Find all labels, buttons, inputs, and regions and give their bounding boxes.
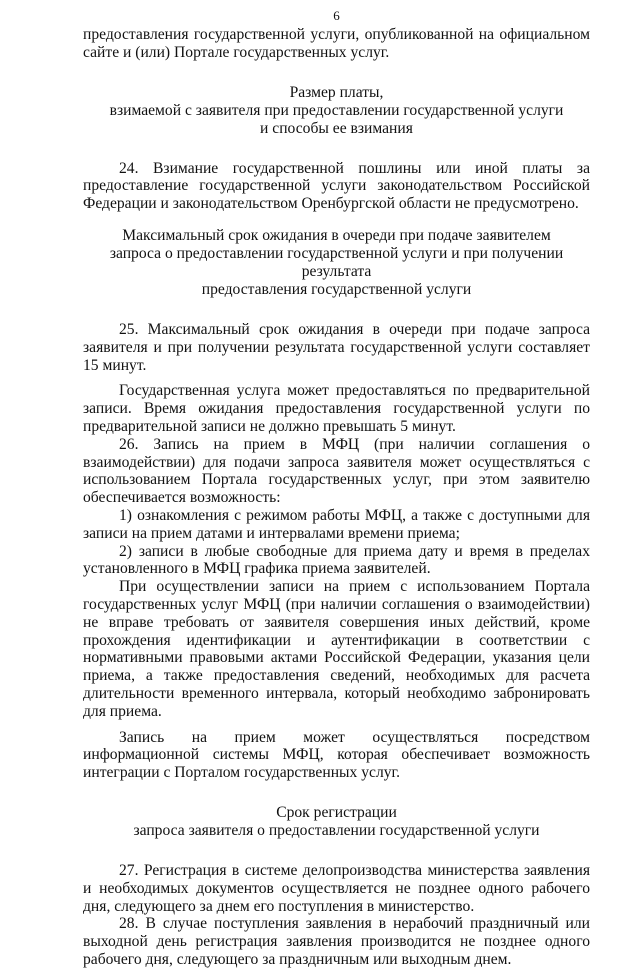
- heading-line: предоставления государственной услуги: [201, 280, 472, 298]
- paragraph-25: 25. Максимальный срок ожидания в очереди при подаче запроса заявителя и при получении результата государственной услуги составляет 15 минут.: [83, 320, 590, 374]
- paragraph-28: 28. В случае поступления заявления в нерабочий праздничный или выходной день регистрация заявления производится не позднее одного рабочего дня, следующего за праздничным или выходным днем.: [83, 915, 590, 968]
- paragraph-26-item-1: 1) ознакомления с режимом работы МФЦ, а также с доступными для записи на прием датами и интервалами времени приема;: [83, 506, 590, 542]
- paragraph-26: 26. Запись на прием в МФЦ (при наличии соглашения о взаимодействии) для подачи запроса заявителя может осуществляться с использованием Портала государственных услуг, при этом заявителю обеспечивается возможность:: [83, 435, 590, 507]
- heading-line: Размер платы,: [289, 83, 384, 101]
- paragraph-26-portal: При осуществлении записи на прием с использованием Портала государственных услуг МФЦ (при наличии соглашения о взаимодействии) не вправе требовать от заявителя совершения иных действий, кроме прохождения идентификации и аутентификации в соответствии с нормативными правовыми актами Российской Федерации, указания цели приема, а также предоставления сведений, необходимых для расчета длительности временного интервала, который необходимо забронировать для приема.: [83, 578, 590, 720]
- paragraph-26-mfc-system: Запись на прием может осуществляться посредством информационной системы МФЦ, которая обеспечивает возможность интеграции с Порталом государственных услуг.: [83, 728, 590, 782]
- page-number: 6: [333, 8, 340, 23]
- paragraph-26-item-2: 2) записи в любые свободные для приема дату и время в пределах установленного в МФЦ графика приема заявителей.: [83, 542, 590, 578]
- paragraph-24: 24. Взимание государственной пошлины или иной платы за предоставление государственной услуги законодательством Российской Федерации и законодательством Оренбургской области не предусмотрено.: [83, 159, 590, 213]
- heading-line: и способы ее взимания: [260, 119, 413, 137]
- heading-line: Срок регистрации: [276, 803, 397, 821]
- section-heading-registration: [83, 804, 590, 840]
- paragraph-25-appointment: Государственная услуга может предоставляться по предварительной записи. Время ожидания предоставления государственной услуги по предварительной записи не должно превышать 5 минут.: [83, 382, 590, 435]
- section-heading-fee: [83, 84, 590, 138]
- heading-line: взимаемой с заявителя при предоставлении государственной услуги: [109, 101, 564, 119]
- section-heading-waiting: [83, 227, 590, 299]
- paragraph-continuation: предоставления государственной услуги, опубликованной на официальном сайте и (или) Портале государственных услуг.: [83, 26, 590, 61]
- paragraph-27: 27. Регистрация в системе делопроизводства министерства заявления и необходимых документов осуществляется не позднее одного рабочего дня, следующего за днем его поступления в министерство.: [83, 861, 590, 915]
- heading-line: запроса о предоставлении государственной услуги и при получении результата: [109, 244, 564, 280]
- heading-line: Максимальный срок ожидания в очереди при подаче заявителем: [122, 226, 551, 244]
- heading-line: запроса заявителя о предоставлении государственной услуги: [133, 821, 540, 839]
